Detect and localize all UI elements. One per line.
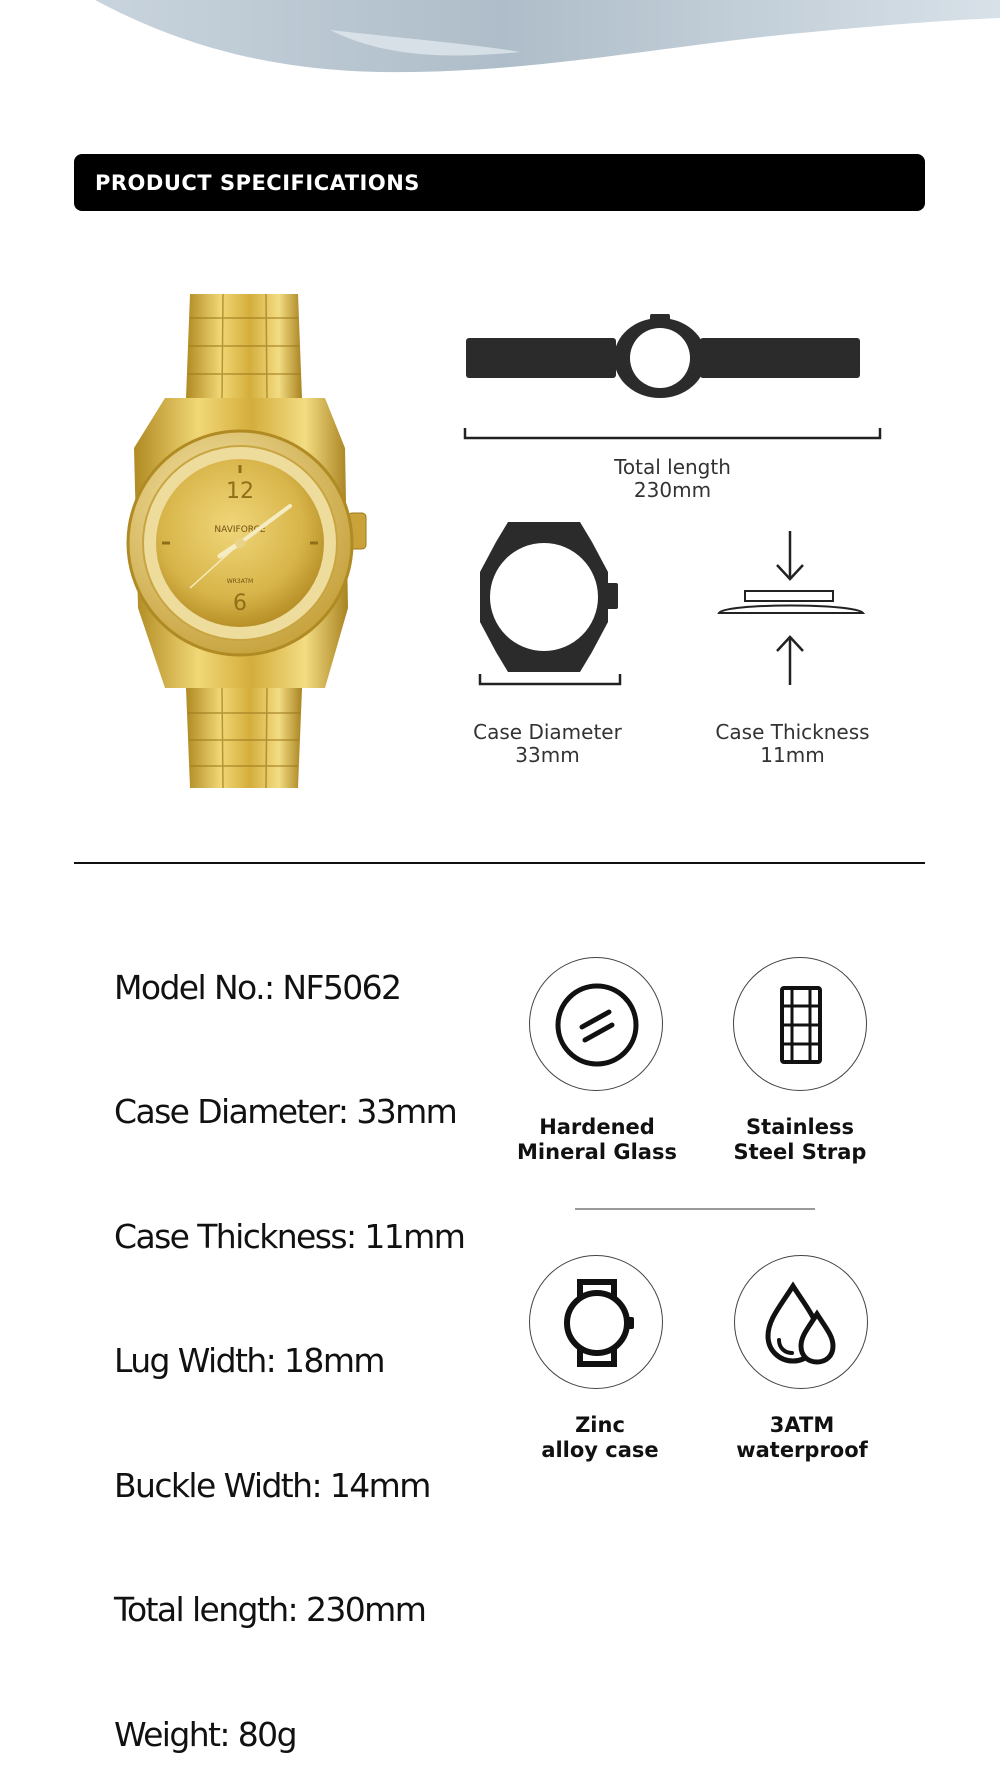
spec-model: Model No.: NF5062 [114, 968, 401, 1007]
case-thickness-caption [680, 721, 905, 767]
case-icon [530, 1256, 664, 1390]
feature-case-label: Zinc alloy case [541, 1413, 659, 1462]
feature-waterproof [734, 1255, 868, 1389]
case-thickness-label: Case Thickness [715, 720, 870, 744]
water-drops-icon [735, 1256, 869, 1390]
total-length-label: Total length [614, 455, 731, 479]
svg-text:NAVIFORCE: NAVIFORCE [214, 525, 266, 535]
section-divider [74, 862, 925, 864]
spec-case-thickness: Case Thickness: 11mm [114, 1217, 465, 1256]
case-diameter-value: 33mm [515, 743, 580, 767]
glass-icon [530, 958, 664, 1092]
spec-case-diameter: Case Diameter: 33mm [114, 1092, 457, 1131]
strap-icon [734, 958, 868, 1092]
case-diameter-caption [430, 721, 665, 767]
spec-buckle-width: Buckle Width: 14mm [114, 1466, 430, 1505]
svg-text:WR3ATM: WR3ATM [226, 578, 254, 585]
spec-weight: Weight: 80g [114, 1715, 296, 1754]
gold-watch-photo [120, 288, 380, 798]
feature-waterproof-label: 3ATM waterproof [736, 1413, 868, 1462]
total-length-value: 230mm [633, 478, 712, 502]
case-thickness-diagram [705, 525, 875, 690]
header-title: PRODUCT SPECIFICATIONS [95, 170, 420, 195]
case-diameter-diagram [470, 512, 630, 692]
feature-strap-label: Stainless Steel Strap [733, 1115, 867, 1164]
features-divider [575, 1208, 815, 1210]
svg-text:6: 6 [233, 591, 247, 616]
case-thickness-value: 11mm [760, 743, 825, 767]
total-length-diagram [460, 310, 890, 445]
feature-strap [733, 957, 867, 1091]
specifications-header [74, 154, 925, 211]
spec-total-length: Total length: 230mm [114, 1590, 426, 1629]
total-length-caption [560, 456, 785, 502]
svg-text:12: 12 [226, 479, 254, 504]
feature-glass-label: Hardened Mineral Glass [517, 1115, 677, 1164]
feature-glass [529, 957, 663, 1091]
case-diameter-label: Case Diameter [473, 720, 622, 744]
feature-case [529, 1255, 663, 1389]
spec-lug-width: Lug Width: 18mm [114, 1341, 384, 1380]
top-wave-decoration [0, 0, 1000, 90]
